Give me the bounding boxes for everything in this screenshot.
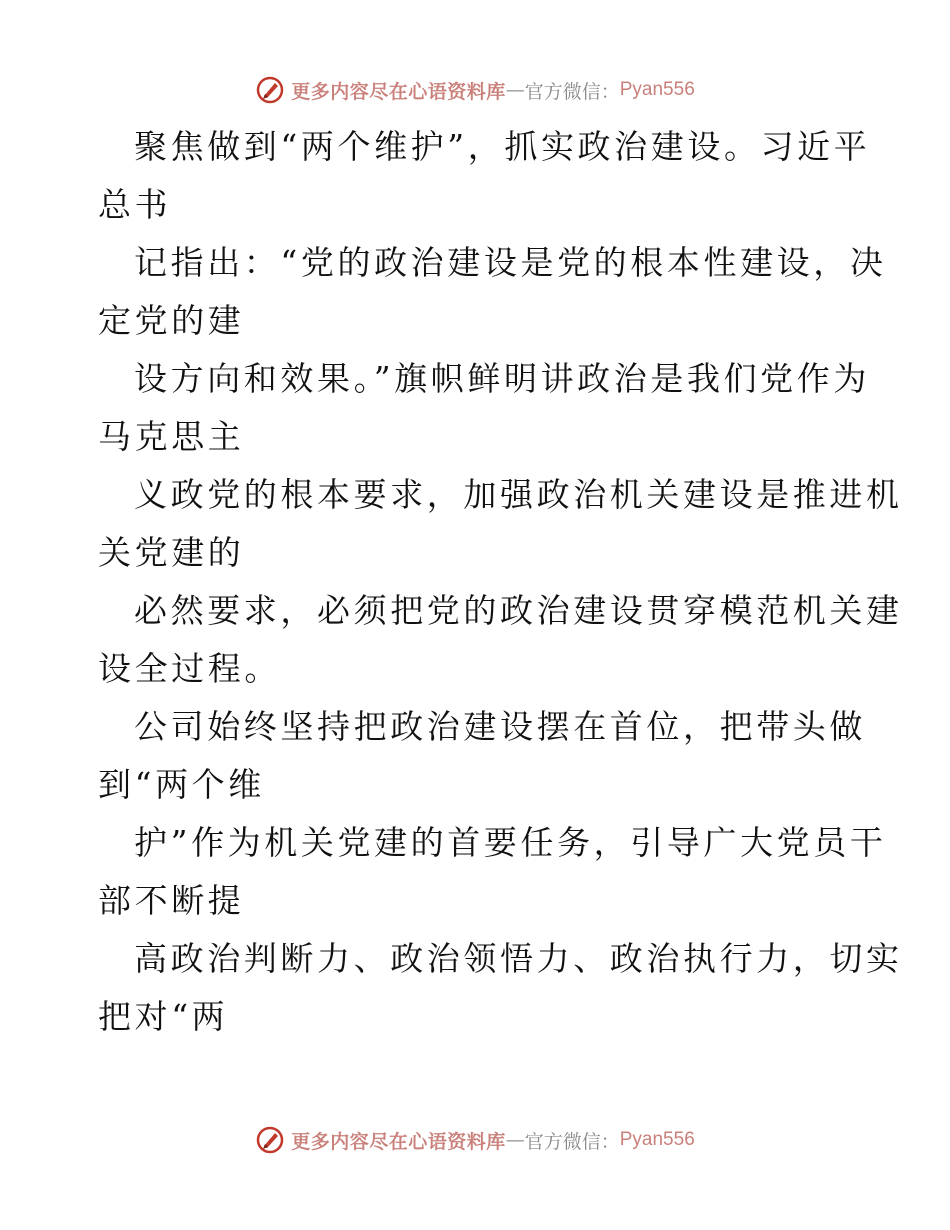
text-line: 义政党的根本要求，加强政治机关建设是推进机 <box>134 475 903 514</box>
text-line: 护”作为机关党建的首要任务，引导广大党员干 <box>134 823 887 862</box>
watermark-dash: — <box>505 1129 525 1151</box>
text-line: 聚焦做到“两个维护”，抓实政治建设。习近平 <box>134 127 871 166</box>
watermark-site-text: 更多内容尽在心语资料库 <box>291 1130 506 1153</box>
text-line: 公司始终坚持把政治建设摆在首位，把带头做 <box>134 707 866 746</box>
text-line: 记指出：“党的政治建设是党的根本性建设，决 <box>134 243 887 282</box>
watermark-wechat-id: Pyan556 <box>619 1129 695 1150</box>
text-line: 设方向和效果。”旗帜鲜明讲政治是我们党作为 <box>134 359 870 398</box>
watermark-dash: — <box>505 79 525 101</box>
watermark-official-label: 官方微信： <box>524 80 620 103</box>
text-line: 马克思主 <box>98 417 245 456</box>
pen-logo-icon <box>255 75 285 105</box>
pen-logo-icon <box>255 1125 285 1155</box>
header-watermark <box>0 70 950 110</box>
text-line: 关党建的 <box>98 533 245 572</box>
footer-watermark <box>0 1120 950 1160</box>
watermark-official-label: 官方微信： <box>524 1130 620 1153</box>
document-body <box>98 118 903 1046</box>
text-line: 设全过程。 <box>98 649 281 688</box>
text-line: 把对“两 <box>98 997 229 1036</box>
text-line: 定党的建 <box>98 301 245 340</box>
text-line: 必然要求，必须把党的政治建设贯穿模范机关建 <box>134 591 903 630</box>
watermark-site-text: 更多内容尽在心语资料库 <box>291 80 506 103</box>
text-line: 高政治判断力、政治领悟力、政治执行力，切实 <box>134 939 903 978</box>
text-line: 到“两个维 <box>98 765 265 804</box>
watermark-wechat-id: Pyan556 <box>619 79 695 100</box>
text-line: 总书 <box>98 185 172 224</box>
text-line: 部不断提 <box>98 881 245 920</box>
